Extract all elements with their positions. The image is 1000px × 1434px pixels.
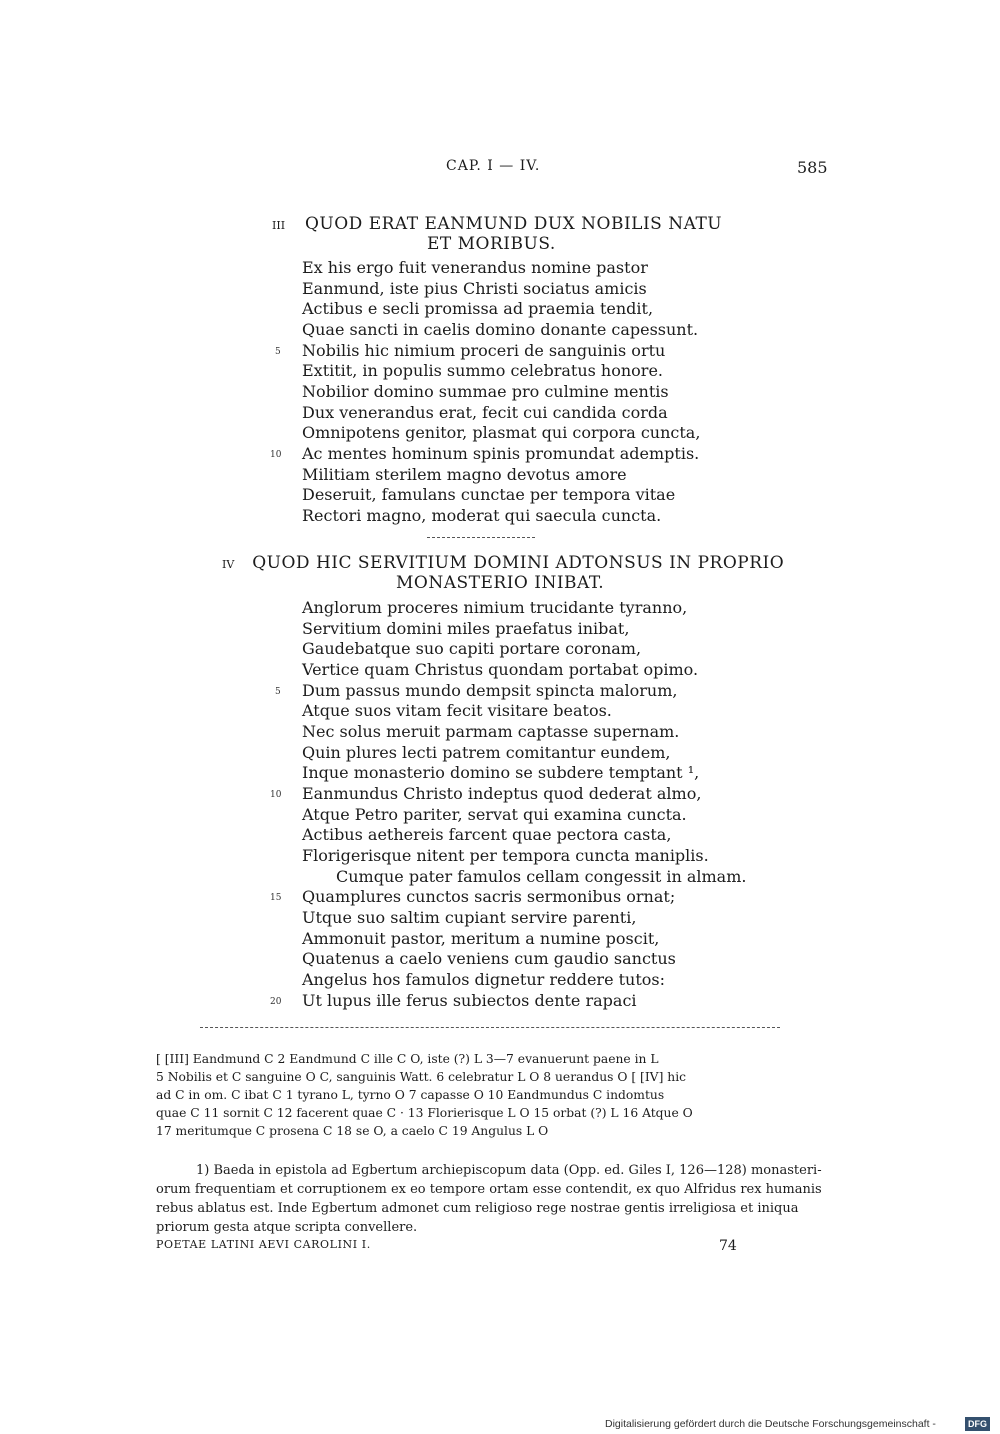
section-iv-title-line1: QUOD HIC SERVITIUM DOMINI ADTONSUS IN PROPRIO — [252, 553, 785, 573]
verse-line: Anglorum proceres nimium trucidante tyranno, — [302, 598, 688, 617]
line-number: 15 — [270, 893, 282, 903]
verse-line: Ex his ergo fuit venerandus nomine pastor — [302, 258, 648, 277]
verse-line: Nobilis hic nimium proceri de sanguinis ortu — [302, 341, 666, 360]
verse-line: Rectori magno, moderat qui saecula cuncta. — [302, 506, 662, 525]
section-iv-title — [222, 553, 784, 575]
verse-line: Actibus e secli promissa ad praemia tendit, — [302, 299, 654, 318]
apparatus-line: ad C in om. C ibat C 1 tyrano L, tyrno O 7 capasse O 10 Eandmundus C indomtus — [156, 1088, 665, 1102]
verse-line: Quamplures cunctos sacris sermonibus ornat; — [302, 887, 676, 906]
verse-line: Nobilior domino summae pro culmine mentis — [302, 382, 669, 401]
verse-line: Quatenus a caelo veniens cum gaudio sanctus — [302, 949, 676, 968]
line-number: 5 — [275, 687, 281, 697]
sheet-number: 74 — [719, 1238, 737, 1254]
verse-line: Extitit, in populis summo celebratus honore. — [302, 361, 663, 380]
line-number: 10 — [270, 450, 282, 460]
footnote-line: orum frequentiam et corruptionem ex eo tempore ortam esse contendit, ex quo Alfridus rex humanis — [156, 1182, 822, 1197]
verse-line: Ac mentes hominum spinis promundat ademptis. — [302, 444, 700, 463]
section-divider — [427, 537, 535, 538]
verse-line: Florigerisque nitent per tempora cuncta maniplis. — [302, 846, 709, 865]
verse-line: Omnipotens genitor, plasmat qui corpora cuncta, — [302, 423, 701, 442]
apparatus-line: 17 meritumque C prosena C 18 se O, a caelo C 19 Angulus L O — [156, 1124, 549, 1138]
verse-line: Quin plures lecti patrem comitantur eundem, — [302, 743, 671, 762]
running-title: CAP. I — IV. — [446, 158, 541, 174]
apparatus-line: 5 Nobilis et C sanguine O C, sanguinis Watt. 6 celebratur L O 8 uerandus O [ [IV] hic — [156, 1070, 687, 1084]
section-iii-numeral: III — [272, 219, 286, 232]
verse-line: Eanmund, iste pius Christi sociatus amicis — [302, 279, 647, 298]
verse-line: Actibus aethereis farcent quae pectora casta, — [302, 825, 672, 844]
apparatus-line: [ [III] Eandmund C 2 Eandmund C ille C O, iste (?) L 3—7 evanuerunt paene in L — [156, 1052, 659, 1066]
verse-line: Atque suos vitam fecit visitare beatos. — [302, 701, 612, 720]
verse-line: Deseruit, famulans cunctae per tempora vitae — [302, 485, 676, 504]
scan-credit: Digitalisierung gefördert durch die Deutsche Forschungsgemeinschaft - — [605, 1418, 936, 1430]
line-number: 10 — [270, 790, 282, 800]
footnote-line: 1) Baeda in epistola ad Egbertum archiepiscopum data (Opp. ed. Giles I, 126—128) monasteri- — [196, 1163, 822, 1178]
verse-line: Gaudebatque suo capiti portare coronam, — [302, 639, 642, 658]
apparatus-divider — [200, 1027, 780, 1028]
verse-line: Eanmundus Christo indeptus quod dederat almo, — [302, 784, 702, 803]
line-number: 5 — [275, 347, 281, 357]
footnote-line: rebus ablatus est. Inde Egbertum admonet cum religioso rege nostrae gentis irreligiosa et iniqua — [156, 1201, 799, 1216]
verse-line: Vertice quam Christus quondam portabat opimo. — [302, 660, 699, 679]
section-iv-numeral: IV — [222, 558, 235, 571]
line-number: 20 — [270, 997, 282, 1007]
verse-line: Quae sancti in caelis domino donante capessunt. — [302, 320, 699, 339]
verse-line: Cumque pater famulos cellam congessit in almam. — [336, 867, 747, 886]
verse-line: Inque monasterio domino se subdere temptant ¹, — [302, 763, 700, 782]
verse-line: Nec solus meruit parmam captasse supernam. — [302, 722, 680, 741]
section-iii-title-line2: ET MORIBUS. — [427, 234, 556, 254]
verse-line: Dum passus mundo dempsit spincta malorum, — [302, 681, 678, 700]
verse-line: Militiam sterilem magno devotus amore — [302, 465, 627, 484]
verse-line: Ammonuit pastor, meritum a numine poscit, — [302, 929, 660, 948]
verse-line: Dux venerandus erat, fecit cui candida corda — [302, 403, 668, 422]
verse-line: Angelus hos famulos dignetur reddere tutos: — [302, 970, 666, 989]
section-iii-title-line1: QUOD ERAT EANMUND DUX NOBILIS NATU — [304, 214, 723, 234]
verse-line: Ut lupus ille ferus subiectos dente rapaci — [302, 991, 637, 1010]
section-iii-title — [272, 214, 722, 236]
verse-line: Servitium domini miles praefatus inibat, — [302, 619, 630, 638]
verse-line: Utque suo saltim cupiant servire parenti, — [302, 908, 637, 927]
series-signature: POETAE LATINI AEVI CAROLINI I. — [156, 1238, 371, 1251]
apparatus-line: quae C 11 sornit C 12 facerent quae C · 13 Florierisque L O 15 orbat (?) L 16 Atque O — [156, 1106, 693, 1120]
section-iv-title-line2: MONASTERIO INIBAT. — [396, 573, 605, 593]
page-number: 585 — [797, 158, 828, 177]
footnote-line: priorum gesta atque scripta convellere. — [156, 1220, 418, 1235]
verse-line: Atque Petro pariter, servat qui examina cuncta. — [302, 805, 687, 824]
dfg-logo: DFG — [965, 1417, 990, 1431]
